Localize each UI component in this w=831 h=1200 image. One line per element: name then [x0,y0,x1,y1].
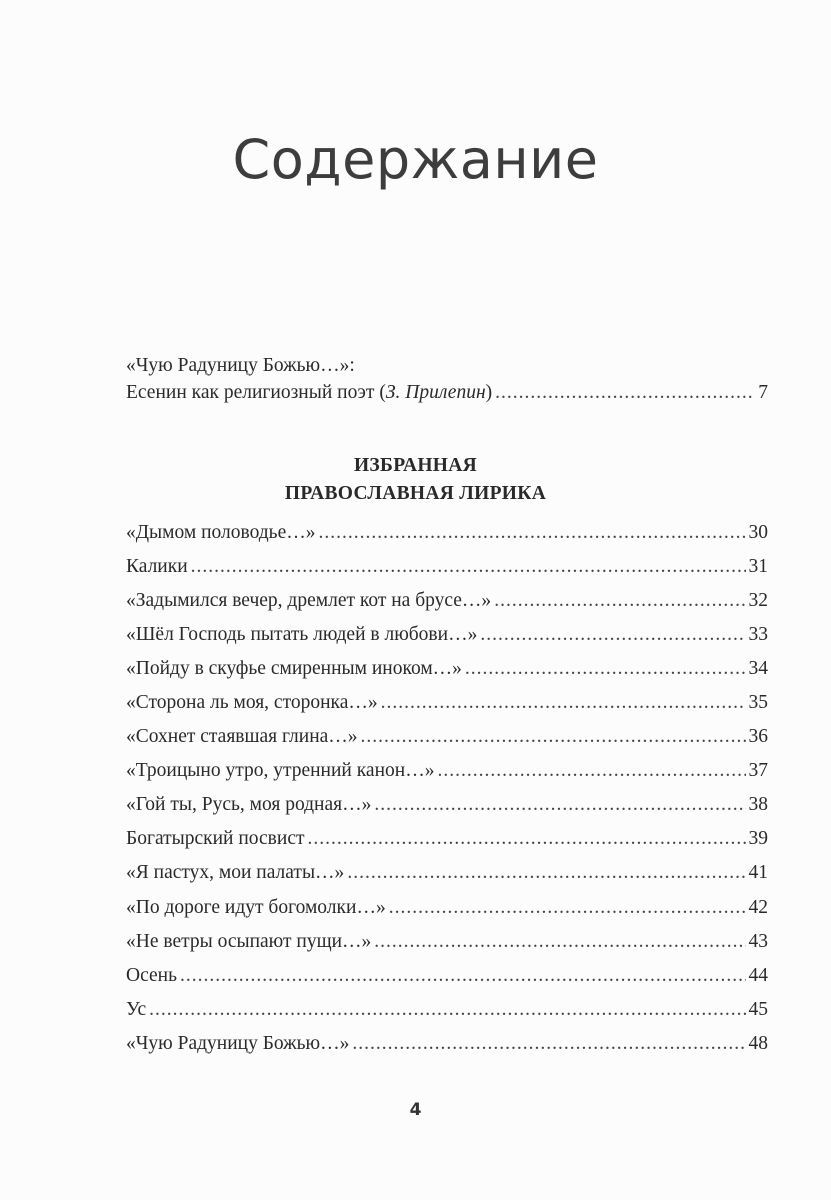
dot-leader [437,757,745,785]
dot-leader [180,962,746,990]
dot-leader [465,655,746,683]
toc-entry[interactable] [126,553,768,587]
toc-entry-title: «Дымом половодье…» [126,522,316,543]
toc-entry-title: «Шёл Господь пытать людей в любови…» [126,624,478,646]
dot-leader [381,689,746,717]
toc-entry-title: «Задымился вечер, дремлет кот на брусе…» [126,590,492,612]
toc-entry-page: 33 [748,624,768,646]
toc-entry[interactable] [126,996,768,1030]
toc-entry-page: 39 [748,828,768,850]
dot-leader [308,825,746,853]
toc-entry[interactable] [126,825,768,859]
toc-entry[interactable] [126,723,768,757]
toc-entry-page: 34 [748,658,768,680]
toc-entry[interactable] [126,894,768,928]
toc-entry-page: 38 [748,794,768,816]
toc-entry[interactable] [126,621,768,655]
toc-entry[interactable] [126,655,768,689]
toc-entry-page: 48 [748,1032,768,1054]
toc-entry[interactable] [126,791,768,825]
dot-leader [480,621,745,649]
toc-entry[interactable] [126,928,768,962]
toc-list [126,519,768,1064]
toc-entry[interactable] [126,1030,768,1064]
dot-leader [149,996,745,1024]
toc-entry-title: «Чую Радуницу Божью…» [126,1032,350,1054]
toc-entry-page: 30 [748,522,768,543]
intro-subtitle [126,379,492,406]
toc-entry-title: «Сохнет стаявшая глина…» [126,726,358,748]
toc-entry-title: «Гой ты, Русь, моя родная…» [126,794,372,816]
dot-leader [374,928,745,956]
toc-entry[interactable] [126,519,768,553]
toc-entry-title: Богатырский посвист [126,828,305,850]
intro-title-line: «Чую Радуницу Божью…»: [126,355,355,376]
toc-entry-page: 36 [748,726,768,748]
toc-entry-page: 41 [748,862,768,884]
dot-leader [494,587,745,615]
toc-entry-page: 43 [748,930,768,952]
toc-entry-title: Калики [126,556,188,578]
toc-entry-page: 37 [748,760,768,782]
toc-entry-title: «По дороге идут богомолки…» [126,896,386,918]
intro-subtitle-text: Есенин как религиозный поэт ( [126,382,386,403]
toc-entry-title: «Сторона ль моя, сторонка…» [126,692,378,714]
dot-leader [495,379,755,406]
intro-entry[interactable] [126,352,768,406]
toc-entry[interactable] [126,757,768,791]
dot-leader [352,1030,745,1058]
toc-entry-page: 32 [748,590,768,612]
intro-subtitle-close: ) [485,382,493,403]
dot-leader [347,859,745,887]
toc-entry-page: 44 [748,964,768,986]
toc-entry-title: «Пойду в скуфье смиренным иноком…» [126,658,462,680]
toc-entry[interactable] [126,587,768,621]
toc-entry[interactable] [126,962,768,996]
toc-entry-page: 35 [748,692,768,714]
dot-leader [318,519,745,547]
toc-entry-title: «Троицыно утро, утренний канон…» [126,760,435,782]
intro-author: З. Прилепин [385,382,486,403]
section-heading-line1: ИЗБРАННАЯ [353,455,478,476]
toc-entry-page: 31 [748,556,768,578]
toc-entry-title: «Я пастух, мои палаты…» [126,862,345,884]
page-title: Содержание [232,128,599,191]
dot-leader [361,723,746,751]
section-heading [0,452,831,508]
intro-subtitle-row [126,379,768,406]
toc-entry-page: 45 [748,998,768,1020]
section-heading-line2: ПРАВОСЛАВНАЯ ЛИРИКА [284,483,547,504]
dot-leader [389,894,746,922]
dot-leader [374,791,745,819]
page-number: 4 [409,1100,422,1120]
toc-entry-title: Ус [126,998,147,1020]
toc-entry[interactable] [126,859,768,893]
toc-entry-title: Осень [126,964,177,986]
toc-entry-page: 42 [748,896,768,918]
toc-entry-title: «Не ветры осыпают пущи…» [126,930,372,952]
intro-page-number: 7 [758,382,768,403]
dot-leader [191,553,746,581]
toc-entry[interactable] [126,689,768,723]
